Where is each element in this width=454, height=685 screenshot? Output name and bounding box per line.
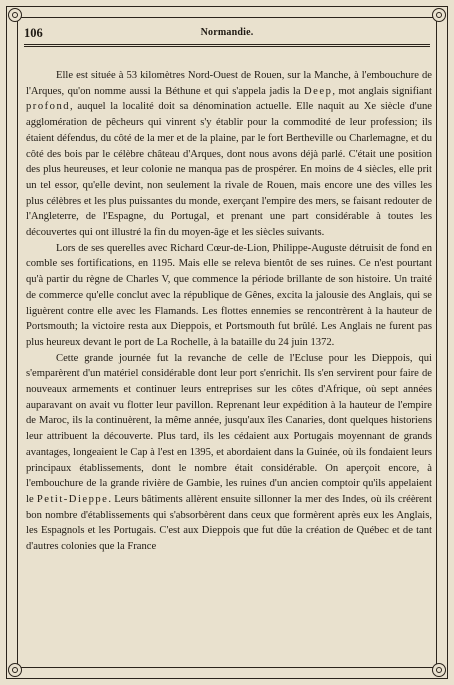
text-run: Elle est située à 53 kilomètres Nord-Ouest de Rouen, sur la Manche, à l'embouchure de l'Arques, qu'on nomme aussi la Béthune et qui s'appela jadis la [26,70,432,97]
corner-ornament-icon [8,663,22,677]
header-rule [24,44,430,45]
body-text [26,68,432,555]
spaced-term: Petit-Dieppe [36,493,109,505]
page-header [24,26,430,42]
text-run: . Leurs bâtiments allèrent ensuite sillonner la mer des Indes, où ils créèrent bon nombre d'établissements qui s'absorbèrent dans ceux que formèrent après eux les Anglais, les Espagnols et les Portugais. C'est aux Dieppois que fut dûe la création de Québec et de tant d'autres colonies que la France [26,493,433,553]
running-head: Normandie. [200,27,254,38]
paragraph [26,351,432,555]
page-number: 106 [24,26,43,40]
corner-ornament-icon [432,663,446,677]
text-run: Lors de ses querelles avec Richard Cœur-de-Lion, Philippe-Auguste détruisit de fond en comble ses fortifications, en 1195. Mais elle se releva bientôt de ses ruines. Ce n'est pourtant qu'à partir du règne de Charles V, que commence la période brillante de son histoire. Un traité de commerce qu'elle conclut avec la république de Gênes, excita la jalousie des Anglais, qui se liguèrent contre elle avec les Flamands. Les flottes ennemies se rencontrèrent à la hauteur de Portsmouth; la victoire resta aux Dieppois, et Portsmouth fut brûlé. Les Anglais ne furent pas plus heureux devant le port de La Rochelle, à la bataille du 24 juin 1372. [26,242,432,348]
text-run: Cette grande journée fut la revanche de celle de l'Ecluse pour les Dieppois, qui s'emparèrent d'un matériel considérable dont leur port s'enrichit. Ils s'en servirent pour faire de nouveaux armements et continuer leurs entreprises sur les côtes d'Afrique, où sept années auparavant on avait vu flotter leur pavillon. Reprenant leur expédition à la hauteur de l'empire de Maroc, ils la continuèrent, la même année, jusqu'aux îles Canaries, dont quelques historiens leur attribuent la découverte. Plus tard, ils les cédaient aux Portugais moyennant de grands avantages, longeaient le Cap à l'est en 1395, et abordaient dans la Guinée, où ils fondaient leurs principaux établissements, dont le nombre était considérable. On aperçoit encore, à l'embouchure de la grande rivière de Gambie, les ruines d'un ancien comptoir qu'ils appelaient le [26,352,432,505]
paragraph [26,241,432,351]
spaced-term: Deep [304,85,333,97]
text-run: , mot anglais signifiant [332,85,432,97]
corner-ornament-icon [8,8,22,22]
text-run: , auquel la localité doit sa dénomination actuelle. Elle naquit au Xe siècle d'une agglomération de pêcheurs qui vinrent s'y établir pour la commodité de leur profession; ils étaient défendus, du côté de la mer et de la plaine, par le fort Bertheville ou Charlemagne, et du côté des bois par le célèbre château d'Arques, dont nous avons déjà parlé. C'était une position des plus heureuses, et leur colonie ne manqua pas de prospérer. En moins de 4 siècles, elle prit un tel essor, qu'elle devint, non seulement la rivale de Rouen, mais encore une des villes les plus célèbres et les plus puissantes du monde, exerçant l'empire des mers, se faisant redouter de l'Angleterre, de l'Espagne, du Portugal, et prenant une part considérable à toutes les découvertes qui ont illustré la fin du moyen-âge et les siècles suivants. [26,101,432,239]
paragraph [26,68,432,241]
header-rule-double [24,46,430,47]
spaced-term: profond [26,101,71,113]
corner-ornament-icon [432,8,446,22]
